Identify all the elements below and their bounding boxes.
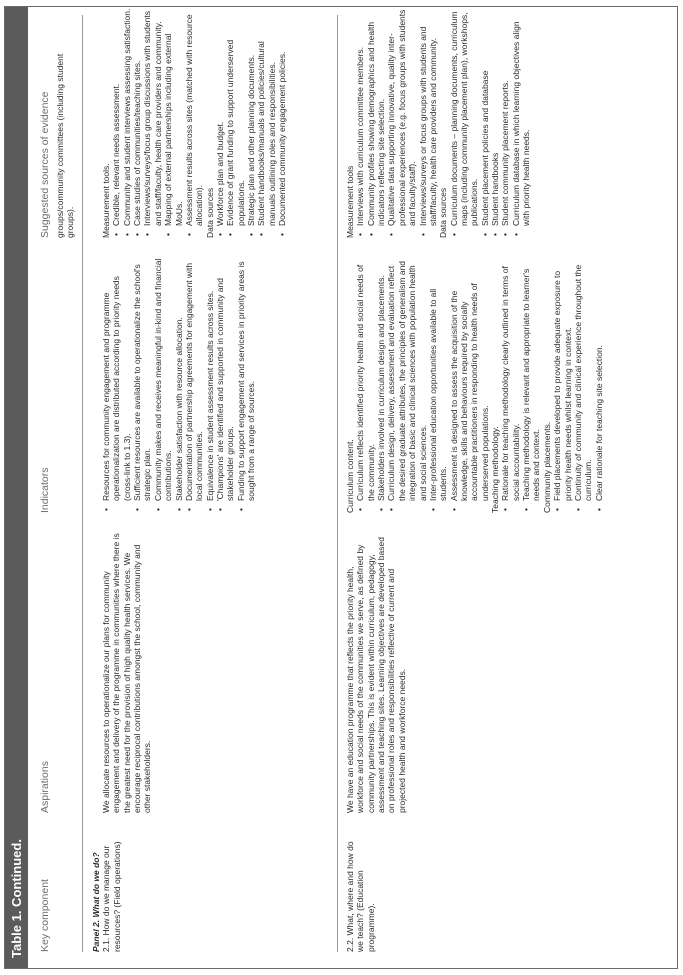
header-indicators: Indicators bbox=[39, 467, 51, 513]
indicator-item: • Resources for community engagement and programme operationalization are distributed according to priority needs (cross-link to 1.3). bbox=[101, 255, 132, 513]
indicator-group-item: • Rationale for teaching methodology clearly outlined in terms of social accountability. bbox=[500, 255, 521, 513]
header-key-component: Key component bbox=[39, 879, 51, 952]
evidence-section-item: • Interviews/surveys or focus groups with students and staff/faculty, health care providers and community. bbox=[418, 8, 439, 238]
indicator-group-title: Community placements. bbox=[541, 421, 552, 513]
indicator-group-item: • Curriculum design, delivery, assessment and evaluation reflect the desired graduate attributes, the principles of generalism and integration of basic and clinical sciences with population health and social sciences. bbox=[386, 255, 427, 513]
row2-evidence bbox=[345, 8, 531, 238]
indicator-item: • Documentation of partnership agreements for engagement with local communities. bbox=[184, 255, 205, 513]
indicator-group-item: • Continuity of community and clinical experience throughout the curriculum. bbox=[573, 255, 594, 513]
evidence-section-item: • Interviews with curriculum committee members. bbox=[355, 8, 365, 238]
indicator-group-item: • Stakeholders involved in curriculum design and placements. bbox=[376, 255, 386, 513]
row2-aspiration: We have an education programme that reflects the priority health, workforce and social needs of the communities we serve, as defined by community partnerships. This is evident within curriculum, pedagogy, assessment and teaching sites. Learning objectives are developed based on professional roles and responsibilities reflective of current and projected health and workforce needs. bbox=[345, 537, 407, 813]
evidence-section-item: • Student community placement reports. bbox=[500, 8, 510, 238]
indicator-item: • 'Champions' are identified and supported in community and stakeholder groups. bbox=[215, 255, 236, 513]
evidence-section-item: • Assessment results across sites (matched with resource allocation). bbox=[184, 8, 205, 238]
evidence-section-item: • Curriculum database in which learning objectives align with priority health needs. bbox=[511, 8, 532, 238]
indicator-group-item: • Assessment is designed to assess the acquisition of the knowledge, skills and behaviours required by socially accountable practitioners in responding to health needs of underserved populations. bbox=[449, 255, 490, 513]
bullet-list bbox=[355, 255, 490, 513]
row1-key-component-text: 2.1. How do we manage our resources? (Field operations) bbox=[101, 841, 122, 952]
bullet-list bbox=[355, 8, 438, 238]
evidence-section-title: Measurement tools. bbox=[101, 163, 111, 238]
header-rule bbox=[82, 15, 83, 952]
evidence-section-item: • Strategic plan and other planning documents. bbox=[246, 8, 256, 238]
evidence-section-title: Data sources bbox=[204, 187, 215, 238]
table-title: Table 1. Continued. bbox=[5, 7, 28, 968]
indicator-item: • Community makes and receives meaningful in-kind and financial contributions. bbox=[153, 255, 174, 513]
header-evidence bbox=[39, 28, 76, 238]
evidence-section-item: • Documented community engagement policies. bbox=[277, 8, 287, 238]
indicator-group-item: • Teaching methodology is relevant and appropriate to learner's needs and context. bbox=[521, 255, 542, 513]
row2-key-component: 2.2. What, where and how do we teach? (Education programme). bbox=[345, 841, 376, 952]
evidence-section-item: • Evidence of grant funding to support underserved populations. bbox=[225, 8, 246, 238]
evidence-section-item: • Community and student interviews assessing satisfaction. bbox=[122, 8, 132, 238]
bullet-list bbox=[215, 8, 288, 238]
indicator-item: • Equivalence in student assessment results across sites. bbox=[205, 255, 215, 513]
bullet-list bbox=[449, 8, 532, 238]
indicator-group-item: • Clear rationale for teaching site selection. bbox=[594, 255, 604, 513]
indicator-group-item: • Inter-professional education opportunities available to all students. bbox=[428, 255, 449, 513]
evidence-section-item: • Credible, relevant needs assessment. bbox=[111, 8, 121, 238]
header-aspirations: Aspirations bbox=[39, 761, 51, 813]
evidence-section-item: • Community profiles showing demographics and health indicators reflecting site selection. bbox=[366, 8, 387, 238]
bullet-list bbox=[500, 255, 541, 513]
evidence-section-title: Measurement tools bbox=[345, 165, 355, 238]
evidence-section-item: • Student placement policies and database bbox=[480, 8, 490, 238]
header-evidence-label: Suggested sources of evidence bbox=[39, 91, 51, 238]
row1-indicators bbox=[101, 255, 256, 513]
evidence-section-title: Data sources bbox=[438, 187, 449, 238]
indicator-group-item: • Curriculum reflects identified priority health and social needs of the community. bbox=[355, 255, 376, 513]
indicator-group-item: • Field placements developed to provide adequate exposure to priority health needs whilst learning in context. bbox=[552, 255, 573, 513]
evidence-section-item: • Mapping of external partnerships including external MoUs. bbox=[163, 8, 184, 238]
indicator-item: • Funding to support engagement and services in priority areas is sought from a range of sources. bbox=[236, 255, 257, 513]
bullet-list bbox=[111, 8, 204, 238]
evidence-section-item: • Student handbooks/manuals and policies/cultural manuals outlining roles and responsibilities. bbox=[256, 8, 277, 238]
indicator-group-title: Curriculum content. bbox=[345, 439, 355, 513]
row2-indicators bbox=[345, 255, 604, 513]
evidence-section-item: • Workforce plan and budget. bbox=[215, 8, 225, 238]
panel-heading: Panel 2. What do we do? bbox=[91, 852, 101, 952]
row1-evidence bbox=[101, 8, 287, 238]
table-frame bbox=[4, 6, 678, 969]
evidence-section-item: • Curriculum documents – planning documents, curriculum maps (including community placement plan), workshops, publications. bbox=[449, 8, 480, 238]
row-divider bbox=[337, 15, 338, 952]
indicator-item: • Stakeholder satisfaction with resource allocation. bbox=[174, 255, 184, 513]
bullet-list bbox=[552, 255, 604, 513]
evidence-section-item: • Interviews/surveys/focus group discussions with students and staff/faculty, health care providers and community. bbox=[142, 8, 163, 238]
row1-aspiration: We allocate resources to operationalize our plans for community engagement and delivery of the programme in communities where there is the greatest need for the provision of high quality health services. We encourage reciprocal contributions amongst the school, community and other stakeholders. bbox=[101, 533, 153, 813]
evidence-section-item: • Student handbooks bbox=[490, 8, 500, 238]
evidence-section-item: • Case studies of communities/teaching sites. bbox=[132, 8, 142, 238]
indicator-group-title: Teaching methodology. bbox=[490, 426, 501, 513]
indicator-item: • Sufficient resources are available to operationalize the school's strategic plan. bbox=[132, 255, 153, 513]
evidence-section-item: • Qualitative data supporting innovative, quality inter-professional experiences (e.g. focus groups with students and faculty/staff). bbox=[386, 8, 417, 238]
row1-key-component bbox=[91, 832, 122, 952]
evidence-carryover: groups/community committees (including student groups). bbox=[54, 53, 76, 238]
